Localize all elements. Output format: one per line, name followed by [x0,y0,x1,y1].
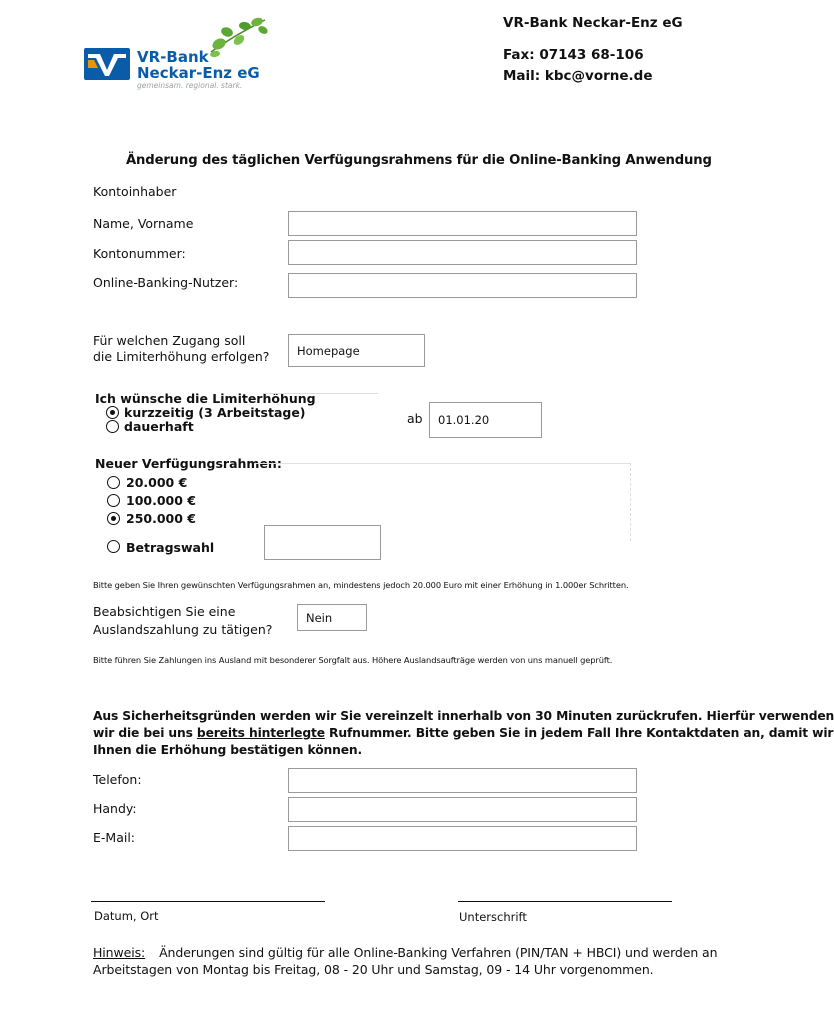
leaf-branch-icon [205,14,271,56]
account-field[interactable] [288,240,637,265]
logo-name-1: VR-Bank [137,48,209,66]
wish-option-short-label: kurzzeitig (3 Arbeitstage) [124,405,306,420]
phone-field[interactable] [288,768,637,793]
security-line2-start: wir die bei uns [93,726,197,740]
limit-title: Neuer Verfügungsrahmen: [95,456,282,471]
section-owner-label: Kontoinhaber [93,184,177,199]
security-text-line3: Ihnen die Erhöhung bestätigen können. [93,743,363,757]
wish-title: Ich wünsche die Limiterhöhung [95,391,316,406]
account-label: Kontonummer: [93,246,186,261]
limit-option-custom: Betragswahl [126,540,215,555]
email-field[interactable] [288,826,637,851]
header-bank-name: VR-Bank Neckar-Enz eG [503,15,683,31]
name-field[interactable] [288,211,637,236]
note-line1 [93,945,717,960]
note-text-1: Änderungen sind gültig für alle Online-Banking Verfahren (PIN/TAN + HBCI) und werden an [159,945,718,960]
name-label: Name, Vorname [93,216,194,231]
from-date-field[interactable]: 01.01.20 [429,402,542,438]
limit-hint: Bitte geben Sie Ihren gewünschten Verfügungsrahmen an, mindestens jedoch 20.000 Euro mit einer Erhöhung in 1.000er Schritten. [93,580,629,590]
date-place-label: Datum, Ort [94,909,159,923]
limit-option-100000: 100.000 € [126,493,196,508]
logo-name-2: Neckar-Enz eG [137,64,260,82]
abroad-field[interactable]: Nein [297,604,367,631]
security-text-line1: Aus Sicherheitsgründen werden wir Sie vereinzelt innerhalb von 30 Minuten zurückrufen. Hierfür verwenden [93,709,834,723]
wish-option-permanent-label: dauerhaft [124,419,194,434]
abroad-label-line1: Beabsichtigen Sie eine [93,604,236,619]
wish-divider [264,393,378,394]
email-label: E-Mail: [93,830,136,845]
header-fax: Fax: 07143 68-106 [503,47,644,63]
date-place-line[interactable] [91,901,325,902]
signature-line[interactable] [458,901,672,902]
mobile-field[interactable] [288,797,637,822]
user-label: Online-Banking-Nutzer: [93,275,239,290]
wish-radio-short[interactable] [106,406,119,419]
security-line2-end: Rufnummer. Bitte geben Sie in jedem Fall Ihre Kontaktdaten an, damit wir [324,726,834,740]
limit-right-divider [630,463,631,541]
signature-label: Unterschrift [459,910,527,924]
limit-radio-250000[interactable] [107,512,120,525]
bank-logo-icon [84,48,130,80]
from-label: ab [407,411,423,426]
limit-top-divider [254,463,630,464]
limit-radio-100000[interactable] [107,494,120,507]
mobile-label: Handy: [93,801,137,816]
user-field[interactable] [288,273,637,298]
limit-option-20000: 20.000 € [126,475,188,490]
wish-radio-permanent[interactable] [106,420,119,433]
access-label-line1: Für welchen Zugang soll [93,333,246,348]
abroad-label-line2: Auslandszahlung zu tätigen? [93,622,273,637]
note-line2: Arbeitstagen von Montag bis Freitag, 08 - 20 Uhr und Samstag, 09 - 14 Uhr vorgenommen. [93,962,654,977]
access-label-line2: die Limiterhöhung erfolgen? [93,349,270,364]
phone-label: Telefon: [93,772,142,787]
limit-radio-20000[interactable] [107,476,120,489]
access-field[interactable]: Homepage [288,334,425,367]
limit-radio-custom[interactable] [107,540,120,553]
limit-option-250000: 250.000 € [126,511,196,526]
header-mail: Mail: kbc@vorne.de [503,68,653,84]
abroad-hint: Bitte führen Sie Zahlungen ins Ausland mit besonderer Sorgfalt aus. Höhere Auslandsaufträge werden von uns manuell geprüft. [93,655,613,665]
security-text-line2 [93,726,833,740]
security-line2-underlined: bereits hinterlegte [196,726,325,740]
note-label: Hinweis: [93,945,146,960]
page-title: Änderung des täglichen Verfügungsrahmens für die Online-Banking Anwendung [126,153,712,168]
custom-amount-field[interactable] [264,525,381,560]
logo-tagline: gemeinsam. regional. stark. [137,81,243,90]
